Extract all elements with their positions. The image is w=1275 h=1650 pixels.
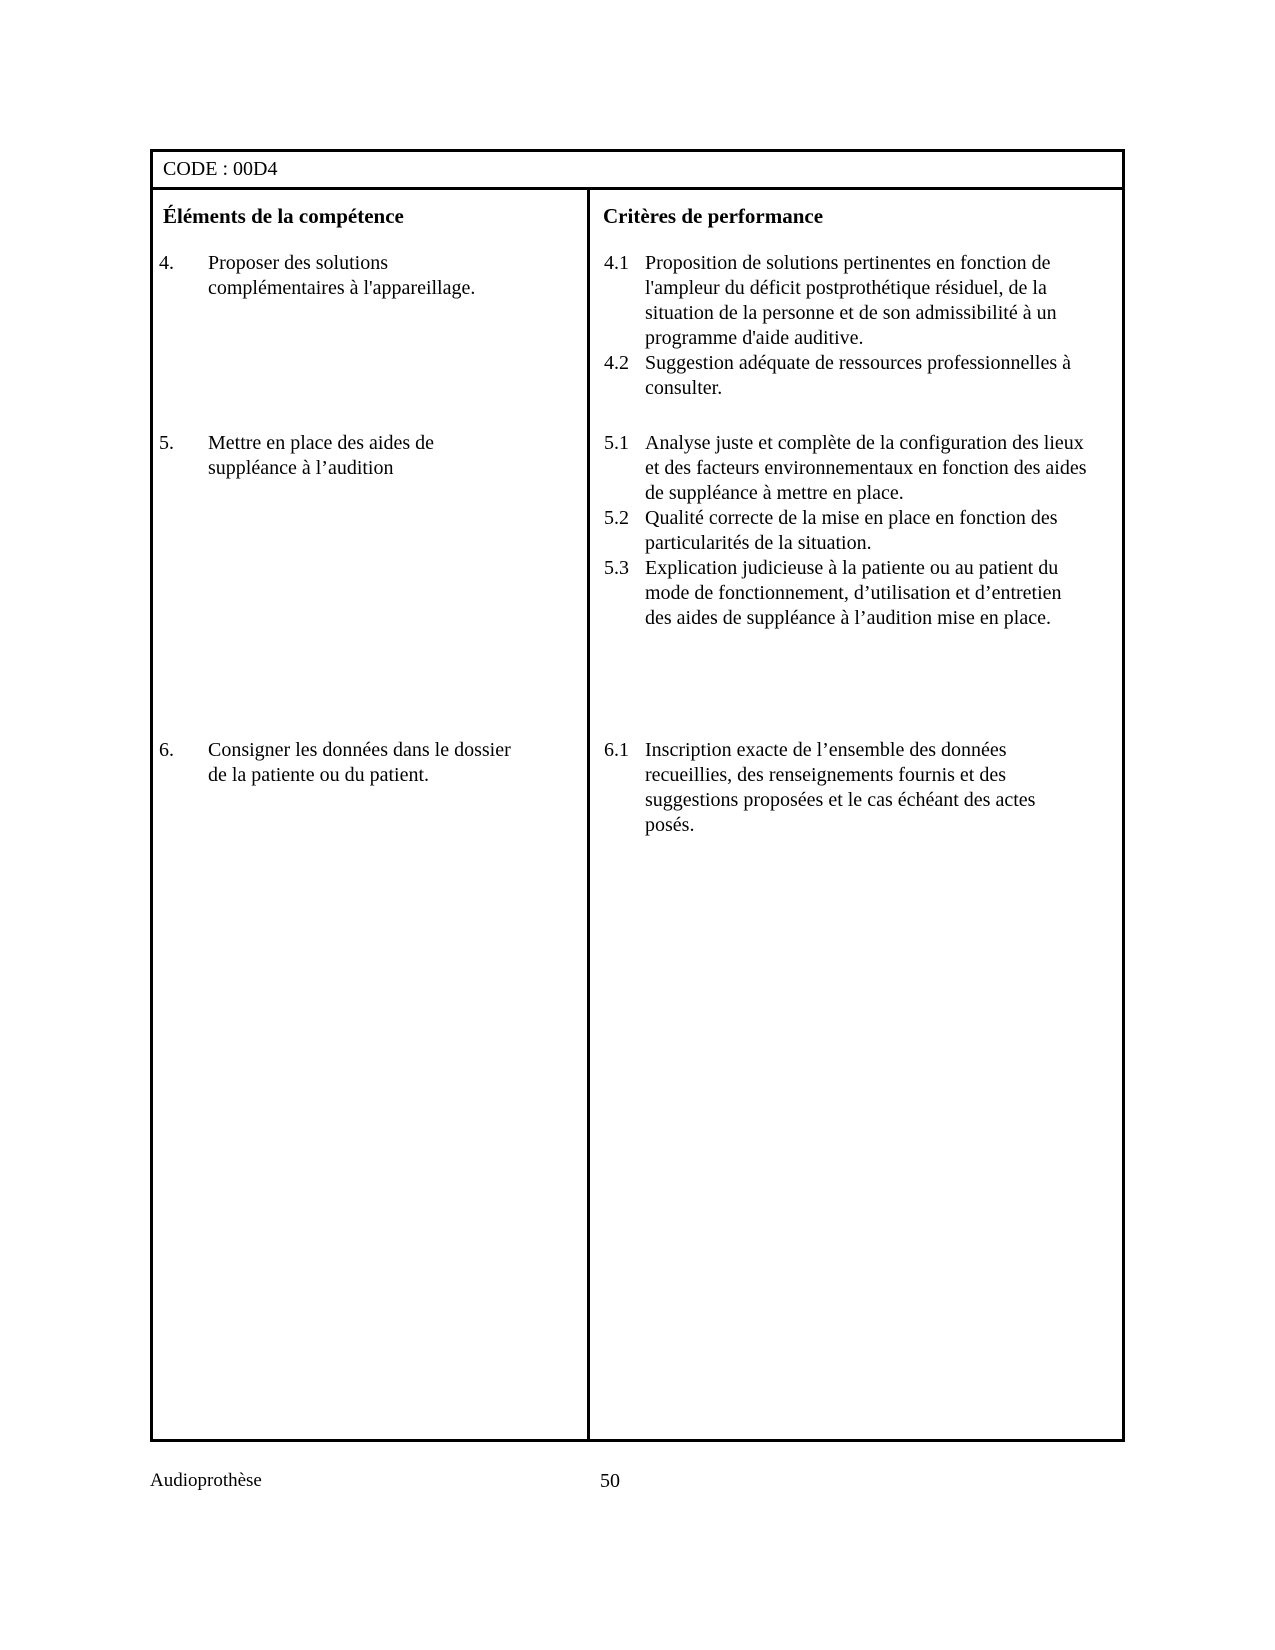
criterion-text: Qualité correcte de la mise en place en fonction des particularités de la situation. xyxy=(645,507,1058,554)
code-header-row xyxy=(153,152,1122,190)
criterion-item xyxy=(590,506,1122,556)
criteria-cell xyxy=(590,246,1122,426)
criterion-item xyxy=(590,738,1122,838)
criterion-number: 6.1 xyxy=(604,739,629,761)
code-label: CODE : 00D4 xyxy=(163,158,278,180)
criterion-item xyxy=(590,556,1122,631)
criterion-item xyxy=(590,431,1122,506)
competency-table xyxy=(150,149,1125,1442)
element-item xyxy=(153,426,587,481)
element-cell xyxy=(153,733,590,1439)
element-cell xyxy=(153,426,590,733)
criterion-text: Explication judicieuse à la patiente ou au patient du mode de fonctionnement, d’utilisation et d’entretien des aides de suppléance à l’audition mise en place. xyxy=(645,557,1062,629)
element-item xyxy=(153,246,587,301)
criterion-text: Suggestion adéquate de ressources professionnelles à consulter. xyxy=(645,352,1071,399)
elements-column-header: Éléments de la compétence xyxy=(163,204,404,228)
page-footer xyxy=(150,1469,1125,1493)
element-text: Proposer des solutions complémentaires à l'appareillage. xyxy=(208,252,476,299)
element-cell xyxy=(153,246,590,426)
criterion-text: Analyse juste et complète de la configuration des lieux et des facteurs environnementaux en fonction des aides de suppléance à mettre en place. xyxy=(645,432,1087,504)
criteria-header-cell xyxy=(590,190,1122,246)
criterion-item xyxy=(590,351,1122,401)
element-number: 4. xyxy=(159,252,174,274)
element-number: 6. xyxy=(159,739,174,761)
criterion-text: Proposition de solutions pertinentes en fonction de l'ampleur du déficit postprothétique résiduel, de la situation de la personne et de son admissibilité à un programme d'aide auditive. xyxy=(645,252,1057,349)
criterion-number: 4.2 xyxy=(604,352,629,374)
table-row xyxy=(153,733,1122,1439)
criterion-text: Inscription exacte de l’ensemble des données recueillies, des renseignements fournis et des suggestions proposées et le cas échéant des actes posés. xyxy=(645,739,1036,836)
criteria-list xyxy=(590,426,1122,631)
footer-document-title: Audioprothèse xyxy=(150,1470,262,1491)
footer-page-number: 50 xyxy=(600,1470,620,1492)
table-body-rows xyxy=(153,246,1122,1439)
criteria-list xyxy=(590,246,1122,401)
column-header-row xyxy=(153,190,1122,246)
criteria-cell xyxy=(590,733,1122,1439)
criteria-cell xyxy=(590,426,1122,733)
criteria-list xyxy=(590,733,1122,838)
element-text: Mettre en place des aides de suppléance à l’audition xyxy=(208,432,435,479)
table-row xyxy=(153,426,1122,733)
table-body xyxy=(153,190,1122,1439)
criteria-column-header: Critères de performance xyxy=(603,204,824,228)
elements-header-cell xyxy=(153,190,590,246)
criterion-item xyxy=(590,251,1122,351)
table-row xyxy=(153,246,1122,426)
element-text: Consigner les données dans le dossier de la patiente ou du patient. xyxy=(208,739,511,786)
criterion-number: 5.1 xyxy=(604,432,629,454)
element-number: 5. xyxy=(159,432,174,454)
criterion-number: 4.1 xyxy=(604,252,629,274)
criterion-number: 5.3 xyxy=(604,557,629,579)
element-item xyxy=(153,733,587,788)
criterion-number: 5.2 xyxy=(604,507,629,529)
